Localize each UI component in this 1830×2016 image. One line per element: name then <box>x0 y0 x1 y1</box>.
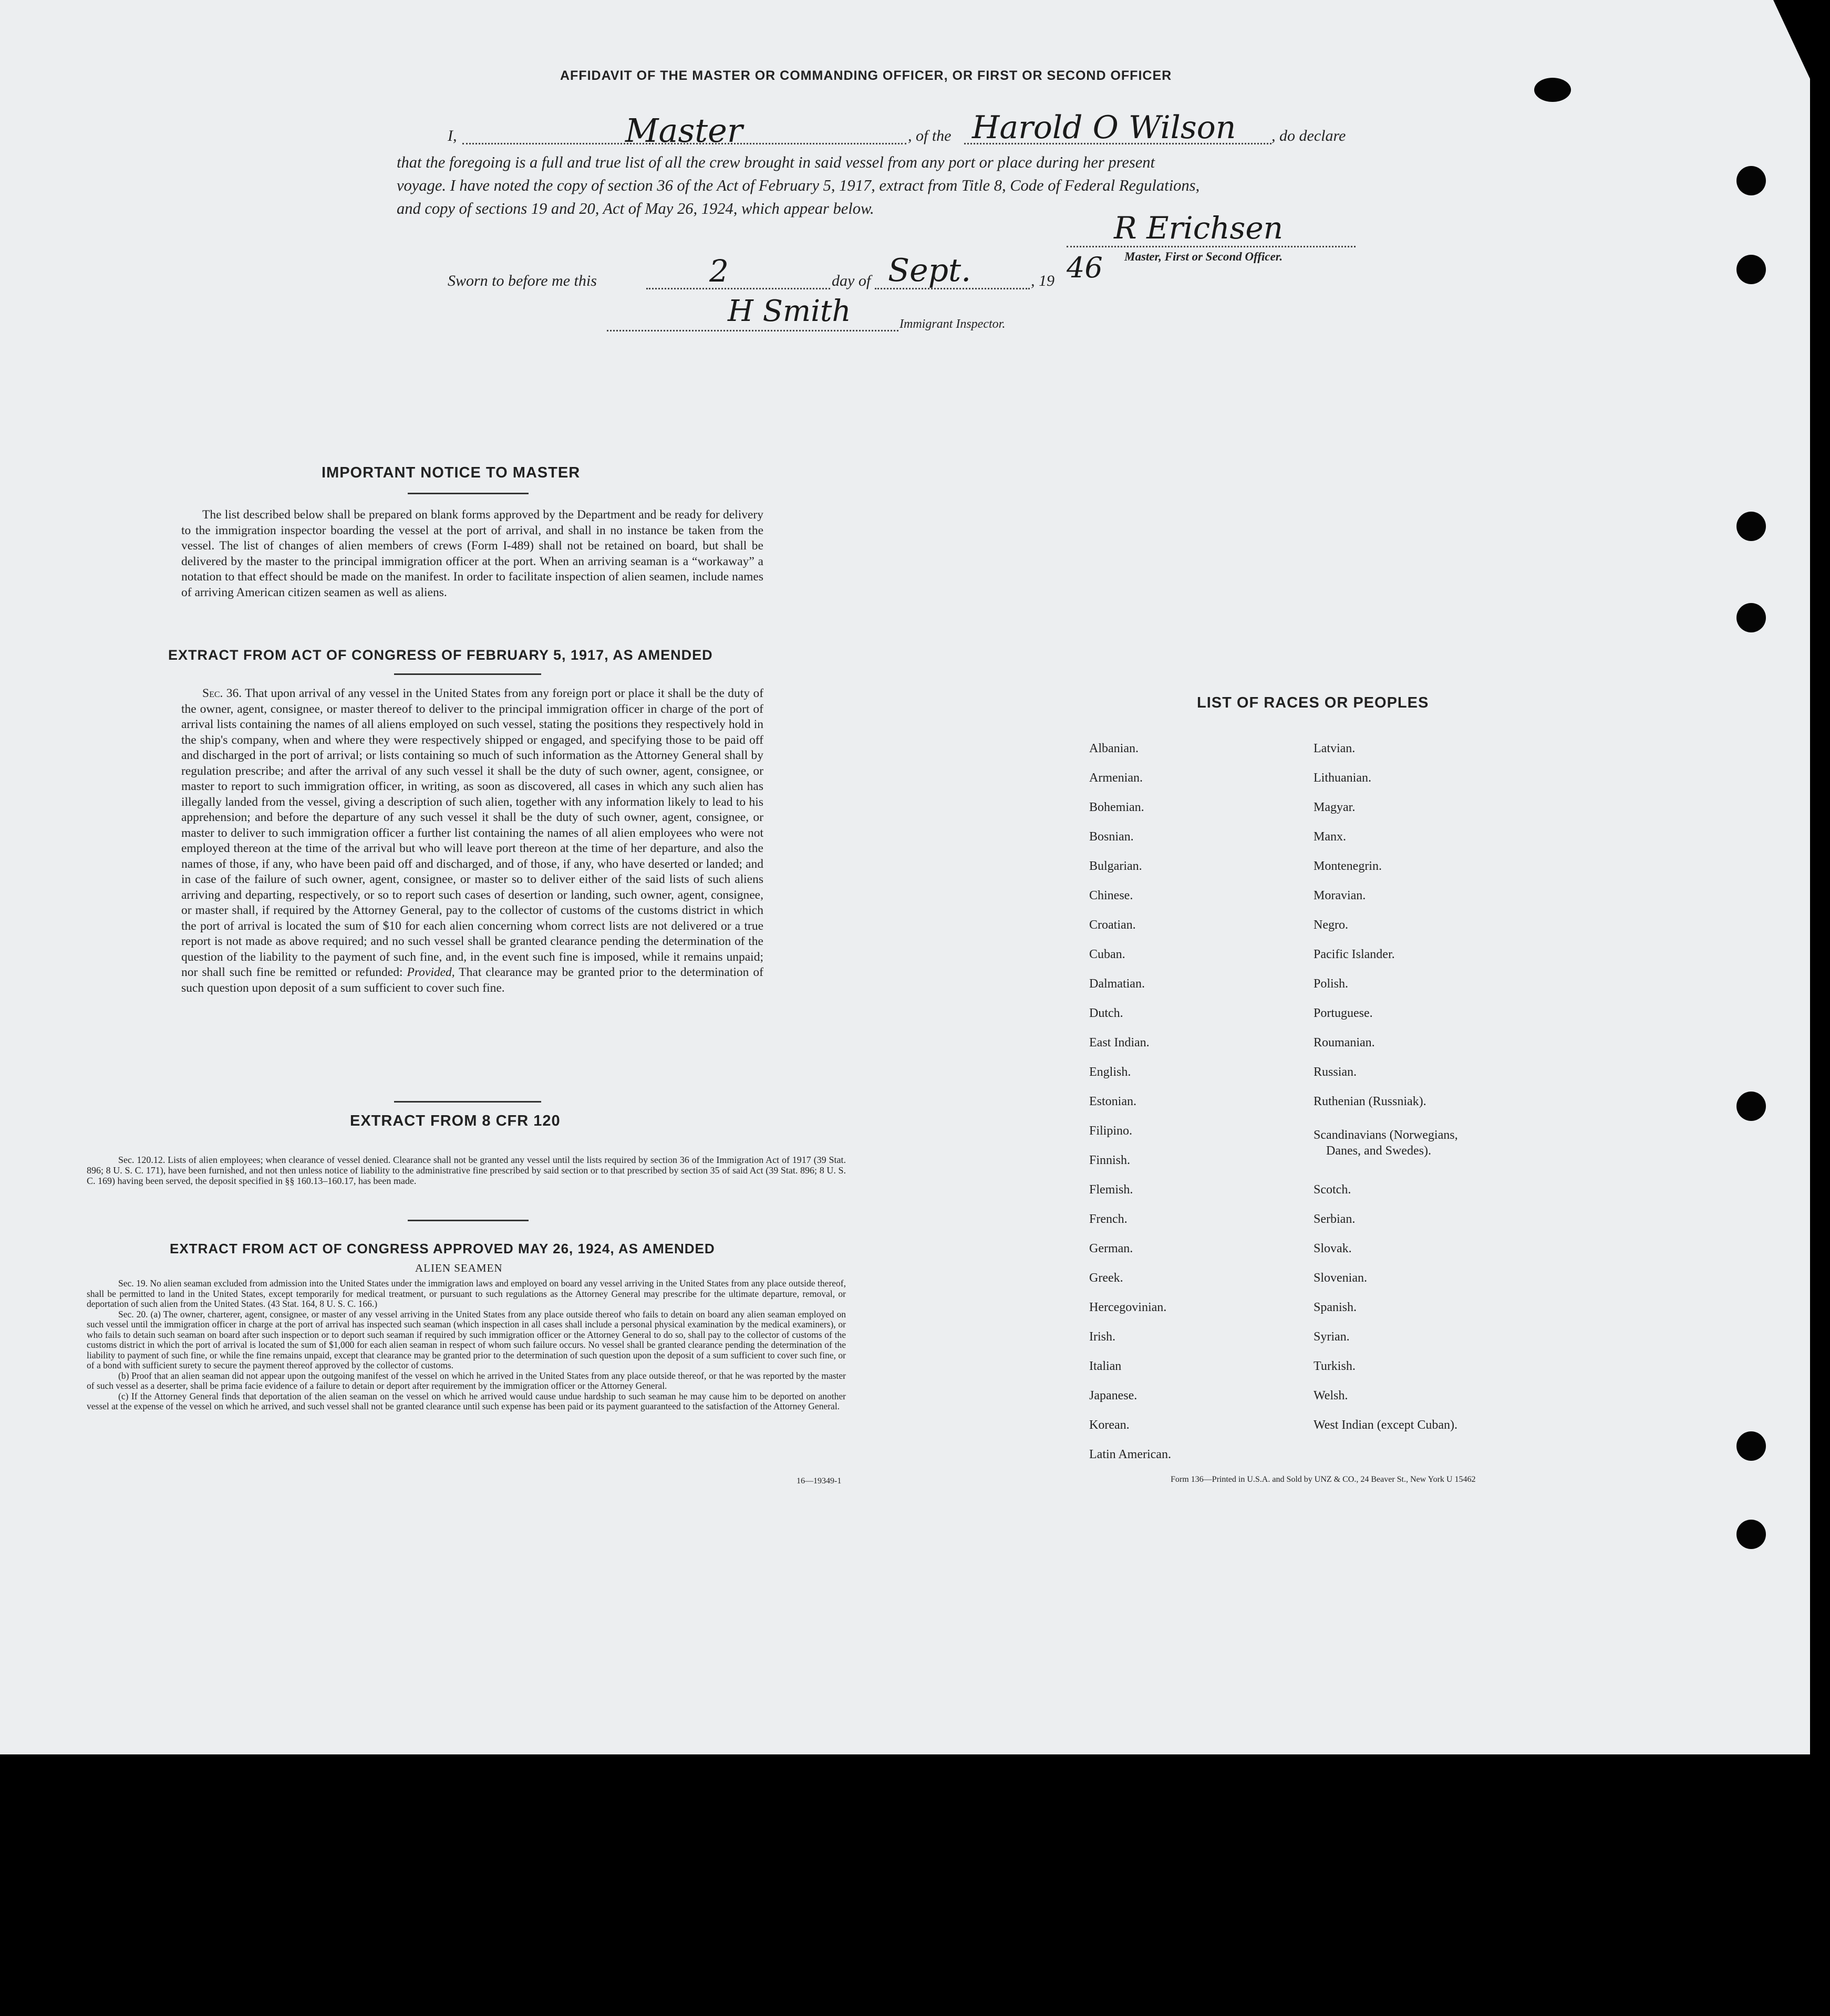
of-the-label: , of the <box>908 127 952 144</box>
race-item: Spanish. <box>1314 1301 1357 1314</box>
race-item: Pacific Islander. <box>1314 948 1395 961</box>
race-item: Welsh. <box>1314 1389 1348 1402</box>
form-print-footer: Form 136—Printed in U.S.A. and Sold by UNZ & CO., 24 Beaver St., New York U 15462 <box>1171 1475 1476 1484</box>
sec-20b-text: (b) Proof that an alien seaman did not appear upon the outgoing manifest of the vessel on which he arrived in the United States from any place outside thereof, or that he was reported by the master of such vessel as a deserter, shall be prima facie evidence of a failure to detain or deport after requirement by the immigration officer or the Attorney General. <box>87 1370 846 1391</box>
race-item: Albanian. <box>1089 742 1139 755</box>
affidavit-title: AFFIDAVIT OF THE MASTER OR COMMANDING OFFICER, OR FIRST OR SECOND OFFICER <box>560 68 1172 83</box>
signature-caption: Master, First or Second Officer. <box>1124 250 1283 263</box>
race-item: Latvian. <box>1314 742 1356 755</box>
sec-20c-text: (c) If the Attorney General finds that deportation of the alien seaman on the vessel on which he arrived would cause undue hardship to such seaman he may cause him to be deported on another vessel at the expense of the vessel on which he arrived, and such vessel shall not be granted clearance until such expense has been paid or its payment guaranteed to the satisfaction of the Attorney General. <box>87 1390 846 1411</box>
divider <box>394 673 541 675</box>
binder-hole <box>1736 512 1766 541</box>
extract-1924-subtitle: ALIEN SEAMEN <box>415 1262 503 1274</box>
signature-line <box>1067 246 1356 247</box>
extract-1917-body <box>181 686 763 996</box>
race-item: Bohemian. <box>1089 801 1144 814</box>
race-item: Montenegrin. <box>1314 859 1382 873</box>
binder-hole <box>1736 166 1766 195</box>
race-item: French. <box>1089 1212 1128 1226</box>
extract-1917-title: EXTRACT FROM ACT OF CONGRESS OF FEBRUARY 5, 1917, AS AMENDED <box>168 647 713 663</box>
binder-hole <box>1534 78 1571 102</box>
race-item: Scandinavians (Norwegians, <box>1314 1128 1458 1142</box>
year-handwritten: 46 <box>1067 251 1103 284</box>
race-item: Syrian. <box>1314 1330 1350 1344</box>
race-item: Slovak. <box>1314 1242 1352 1255</box>
race-item: Russian. <box>1314 1065 1357 1079</box>
race-item: Magyar. <box>1314 801 1356 814</box>
race-item: Hercegovinian. <box>1089 1301 1167 1314</box>
race-item: Latin American. <box>1089 1448 1171 1461</box>
race-item: East Indian. <box>1089 1036 1150 1049</box>
race-item: Irish. <box>1089 1330 1115 1344</box>
race-item: West Indian (except Cuban). <box>1314 1418 1457 1432</box>
race-item: Filipino. <box>1089 1124 1133 1138</box>
affidavit-i-label: I, <box>448 127 457 144</box>
divider <box>408 1220 529 1221</box>
race-item: Dutch. <box>1089 1006 1123 1020</box>
sworn-day-line <box>646 288 830 289</box>
race-item: Lithuanian. <box>1314 771 1371 785</box>
race-item: Roumanian. <box>1314 1036 1375 1049</box>
sec-36-text: That upon arrival of any vessel in the United States from any foreign port or place it shall be the duty of the owner, agent, consignee, or master thereof to deliver to the principal immigration officer in charge of the port of arrival lists containing the names of all aliens employed on such vessel, stating the positions they respectively hold in the ship's company, when and where they were respectively shipped or engaged, and specifying those to be paid off and discharged in the port of arrival; or lists containing so much of such information as the Attorney General shall by regulation prescribe; and after the arrival of any such vessel it shall be the duty of such owner, agent, consignee, or master to report to such immigration officer, in writing, as soon as discovered, all cases in which any such alien has illegally landed from the vessel, giving a description of such alien, together with any information likely to lead to his apprehension; and before the departure of any such vessel it shall be the duty of such owner, agent, consignee, or master to deliver to such immigration officer a further list containing the names of all alien employees who were not employed thereon at the time of the arrival but who will leave port thereon at the time of her departure, and also the names of those, if any, who have been paid off and discharged, and of those, if any, who have deserted or landed; and in case of the failure of such owner, agent, consignee, or master so to deliver either of the said lists of such aliens arriving and departing, respectively, or so to report such cases of desertion or landing, such owner, agent, consignee, or master shall, if required by the Attorney General, pay to the collector of customs of the customs district in which the port of arrival is located the sum of $10 for each alien concerning whom correct lists are not delivered or a true report is not made as above required; and no such vessel shall be granted clearance pending the determination of the question of the liability to the payment of such fine, and, in the event such fine is imposed, while it remains unpaid; nor shall such fine be remitted or refunded: <box>181 687 764 979</box>
extract-cfr-title: EXTRACT FROM 8 CFR 120 <box>350 1113 561 1129</box>
race-item: Greek. <box>1089 1271 1123 1285</box>
race-item: Moravian. <box>1314 889 1366 902</box>
race-item: Bosnian. <box>1089 830 1134 844</box>
month-handwritten: Sept. <box>888 252 971 289</box>
race-item: Estonian. <box>1089 1095 1136 1108</box>
officer-handwritten: Master <box>625 111 743 150</box>
race-item: Armenian. <box>1089 771 1143 785</box>
affidavit-body-line2: voyage. I have noted the copy of section 36 of the Act of February 5, 1917, extract from Title 8, Code of Federal Regulations, <box>397 176 1200 194</box>
race-item: Bulgarian. <box>1089 859 1142 873</box>
race-item: Ruthenian (Russniak). <box>1314 1095 1426 1108</box>
affidavit-body-line3: and copy of sections 19 and 20, Act of May 26, 1924, which appear below. <box>397 200 874 217</box>
race-item: Manx. <box>1314 830 1346 844</box>
sec-19-text: Sec. 19. No alien seaman excluded from admission into the United States under the immigration laws and employed on board any vessel arriving in the United States from any place outside thereof, shall be permitted to land in the United States, except temporarily for medical treatment, or pursuant to such regulations as the Attorney General may prescribe for the ultimate departure, removal, or deportation of such alien from the United States. (43 Stat. 164, 8 U. S. C. 166.) <box>87 1278 846 1309</box>
notice-title: IMPORTANT NOTICE TO MASTER <box>322 464 581 481</box>
race-item: Finnish. <box>1089 1154 1131 1167</box>
race-item: Serbian. <box>1314 1212 1356 1226</box>
notice-body: The list described below shall be prepared on blank forms approved by the Department and be ready for delivery to the immigration inspector boarding the vessel at the port of arrival, and shall in no instance be taken from the vessel. The list of changes of alien members of crews (Form I-489) shall not be retained on board, but shall be delivered by the master to the principal immigration officer at the port. When an arriving seaman is a “workaway” a notation to that effect should be made on the manifest. In order to facilitate inspection of alien seamen, include names of arriving American citizen seamen as well as aliens. <box>181 508 763 599</box>
race-item: Polish. <box>1314 977 1349 991</box>
master-signature: R Erichsen <box>1114 210 1284 246</box>
race-item: Portuguese. <box>1314 1006 1373 1020</box>
race-item: Chinese. <box>1089 889 1133 902</box>
race-item: Negro. <box>1314 918 1348 932</box>
day-of-label: day of <box>832 272 871 289</box>
inspector-caption: Immigrant Inspector. <box>900 317 1006 331</box>
race-item: German. <box>1089 1242 1133 1255</box>
race-item: Scotch. <box>1314 1183 1351 1197</box>
binder-hole <box>1736 1520 1766 1549</box>
race-item: Italian <box>1089 1359 1122 1373</box>
sec-20a-text: Sec. 20. (a) The owner, charterer, agent, consignee, or master of any vessel arriving in the United States from any place outside thereof who fails to detain on board any alien seaman employed on such vessel until the immigration officer in charge at the port of arrival has inspected such seaman (which inspection in all cases shall include a personal physical examination by the medical examiners), or who fails to detain such seaman on board after such inspection or to deport such seaman if required by such immigration officer or the Attorney General to do so, shall pay to the collector of customs of the customs district in which the port of arrival is located the sum of $1,000 for each alien seaman in respect of whom such failure occurs. No vessel shall be granted clearance pending the determination of the liability to payment of such fine, or while the fine remains unpaid, except that clearance may be granted prior to the determination of such question upon the deposit of a sum sufficient to cover such fine, or of a bond with sufficient surety to secure the payment thereof approved by the collector of customs. <box>87 1308 846 1370</box>
affidavit-body-line1: that the foregoing is a full and true list of all the crew brought in said vessel from any port or place during her present <box>397 153 1155 171</box>
extract-1924-title: EXTRACT FROM ACT OF CONGRESS APPROVED MAY 26, 1924, AS AMENDED <box>170 1241 715 1256</box>
race-item: Japanese. <box>1089 1389 1138 1402</box>
race-item: English. <box>1089 1065 1131 1079</box>
sec-36-tail: That clearance may be granted prior to the determination of such question upon deposit of a sum sufficient to cover such fine. <box>181 965 764 995</box>
sworn-label: Sworn to before me this <box>448 272 597 289</box>
races-title: LIST OF RACES OR PEOPLES <box>1197 694 1429 711</box>
extract-cfr-body: Sec. 120.12. Lists of alien employees; when clearance of vessel denied. Clearance shall not be granted any vessel until the lists required by section 36 of the Immigration Act of 1917 (39 Stat. 896; 8 U. S. C. 171), have been furnished, and not then unless notice of liability to the administrative fine prescribed by said section or to that prescribed by section 35 of said Act (39 Stat. 896; 8 U. S. C. 169) having been served, the deposit specified in §§ 160.13–160.17, has been made. <box>87 1155 846 1186</box>
divider <box>408 493 529 494</box>
race-item: Dalmatian. <box>1089 977 1145 991</box>
binder-hole <box>1736 1431 1766 1461</box>
torn-corner <box>1773 0 1810 79</box>
inspector-signature: H Smith <box>728 294 851 328</box>
print-code: 16—19349-1 <box>797 1477 842 1485</box>
provided-label: Provided, <box>407 965 455 979</box>
race-item: Danes, and Swedes). <box>1326 1144 1431 1158</box>
extract-1924-body <box>87 1279 846 1412</box>
divider <box>394 1101 541 1103</box>
race-item: Slovenian. <box>1314 1271 1367 1285</box>
race-item: Korean. <box>1089 1418 1130 1432</box>
race-item: Turkish. <box>1314 1359 1356 1373</box>
race-item: Cuban. <box>1089 948 1125 961</box>
day-handwritten: 2 <box>709 253 729 289</box>
binder-hole <box>1736 255 1766 284</box>
year-prefix: , 19 <box>1031 272 1054 289</box>
race-item: Croatian. <box>1089 918 1136 932</box>
race-item: Flemish. <box>1089 1183 1133 1197</box>
do-declare-label: , do declare <box>1271 127 1346 144</box>
vessel-handwritten: Harold O Wilson <box>972 109 1236 146</box>
inspector-line <box>607 330 898 331</box>
binder-hole <box>1736 603 1766 632</box>
sec-36-label: Sec. 36. <box>202 687 242 700</box>
binder-hole <box>1736 1092 1766 1121</box>
